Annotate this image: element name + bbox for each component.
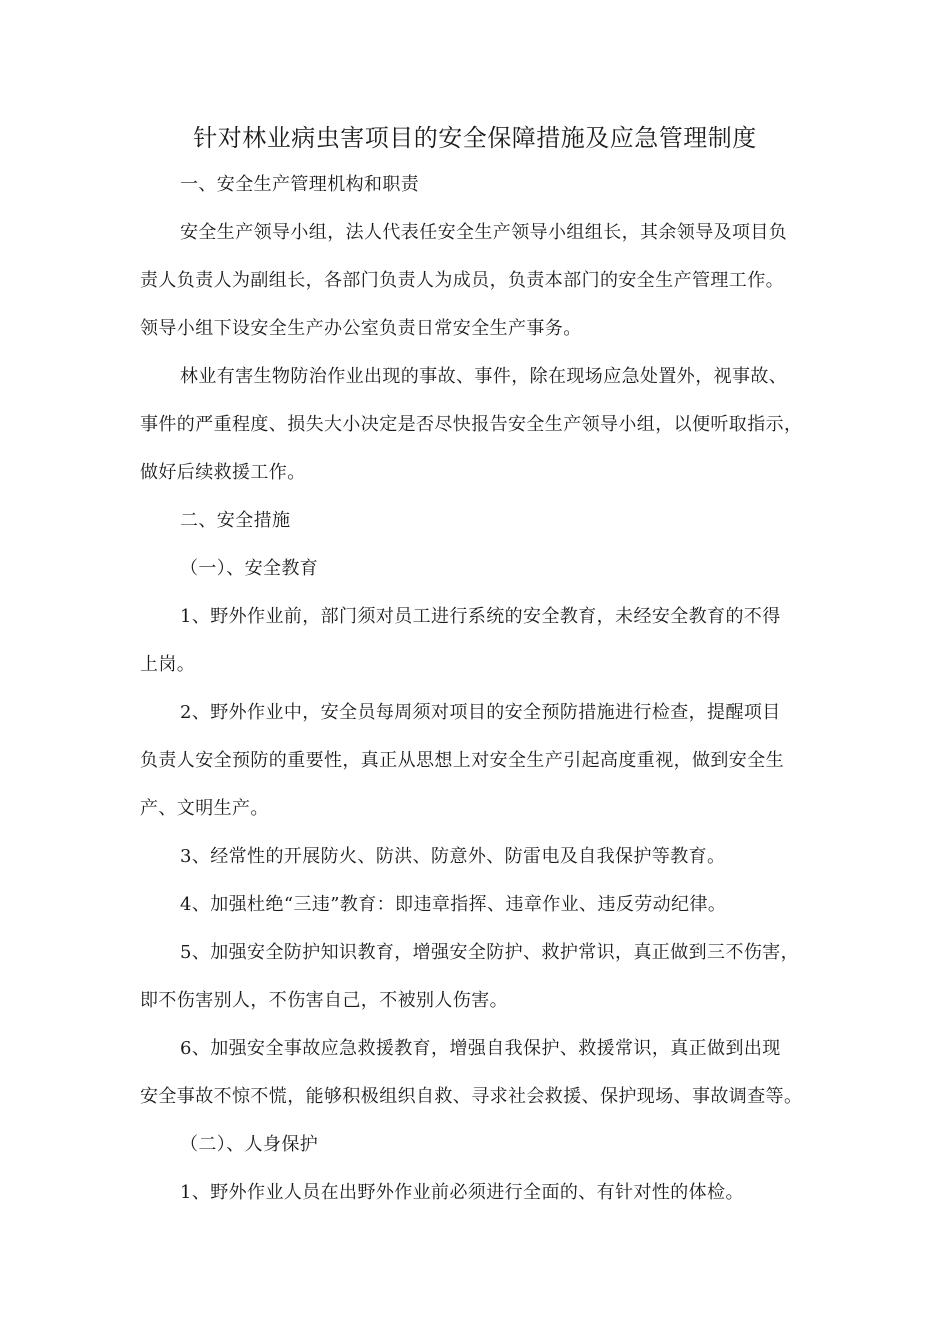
list-item-line: 1、野外作业前，部门须对员工进行系统的安全教育，未经安全教育的不得 <box>180 606 781 627</box>
paragraph-line: 领导小组下设安全生产办公室负责日常安全生产事务。 <box>140 318 582 339</box>
document-title: 针对林业病虫害项目的安全保障措施及应急管理制度 <box>193 124 757 152</box>
section-heading: 二、安全措施 <box>180 510 291 531</box>
list-item-line: 3、经常性的开展防火、防洪、防意外、防雷电及自我保护等教育。 <box>180 846 726 867</box>
list-item-line: 上岗。 <box>140 654 196 675</box>
list-item-line: 5、加强安全防护知识教育，增强安全防护、救护常识，真正做到三不伤害， <box>180 942 800 963</box>
paragraph-line: 责人负责人为副组长，各部门负责人为成员，负责本部门的安全生产管理工作。 <box>140 270 784 291</box>
list-item-line: 1、野外作业人员在出野外作业前必须进行全面的、有针对性的体检。 <box>180 1182 744 1203</box>
list-item-line: 6、加强安全事故应急救援教育，增强自我保护、救援常识，真正做到出现 <box>180 1038 781 1059</box>
subsection-heading: （一）、安全教育 <box>180 558 319 579</box>
section-heading: 一、安全生产管理机构和职责 <box>180 174 420 195</box>
paragraph-line: 林业有害生物防治作业出现的事故、事件，除在现场应急处置外，视事故、 <box>180 366 788 387</box>
paragraph-line: 事件的严重程度、损失大小决定是否尽快报告安全生产领导小组，以便听取指示， <box>140 414 803 435</box>
subsection-heading: （二）、人身保护 <box>180 1134 319 1155</box>
list-item-line: 4、加强杜绝“三违”教育：即违章指挥、违章作业、违反劳动纪律。 <box>180 894 727 915</box>
list-item-line: 产、文明生产。 <box>140 798 269 819</box>
paragraph-line: 做好后续救援工作。 <box>140 462 306 483</box>
list-item-line: 负责人安全预防的重要性，真正从思想上对安全生产引起高度重视，做到安全生 <box>140 750 784 771</box>
list-item-line: 安全事故不惊不慌，能够积极组织自救、寻求社会救援、保护现场、事故调查等。 <box>140 1086 803 1107</box>
list-item-line: 2、野外作业中，安全员每周须对项目的安全预防措施进行检查，提醒项目 <box>180 702 781 723</box>
paragraph-line: 安全生产领导小组，法人代表任安全生产领导小组组长，其余领导及项目负 <box>180 222 788 243</box>
list-item-line: 即不伤害别人，不伤害自己，不被别人伤害。 <box>140 990 508 1011</box>
